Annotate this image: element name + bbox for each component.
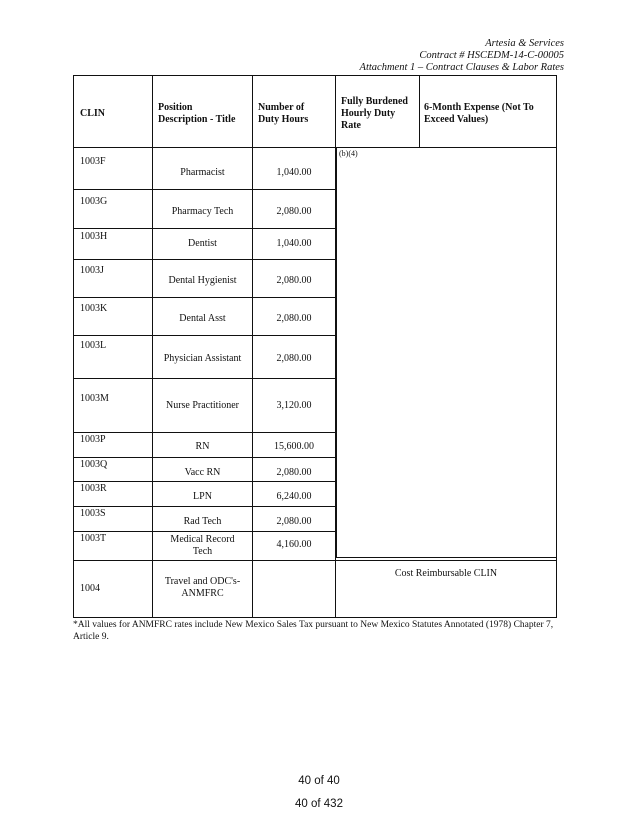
col-divider <box>252 76 253 617</box>
row-divider <box>74 432 336 433</box>
row-clin: 1003J <box>80 265 104 276</box>
row-title: Rad Tech <box>183 516 222 527</box>
row-hours: 2,080.00 <box>276 275 312 286</box>
row-divider <box>74 259 336 260</box>
row-title: Dental Asst <box>179 313 226 324</box>
footnote-line-2: Article 9. <box>73 632 109 642</box>
row-hours: 15,600.00 <box>274 441 314 452</box>
footnote <box>73 619 565 643</box>
header-line-company: Artesia & Services <box>485 38 564 49</box>
row-clin: 1003S <box>80 508 106 519</box>
row-clin: 1003F <box>80 156 106 167</box>
row-divider <box>74 297 336 298</box>
row-hours: 2,080.00 <box>276 516 312 527</box>
row-title: LPN <box>193 491 212 502</box>
row-title: Dentist <box>188 238 217 249</box>
row-clin: 1003K <box>80 303 108 314</box>
row-clin: 1003P <box>80 434 106 445</box>
row-divider <box>74 506 336 507</box>
row-hours: 2,080.00 <box>276 313 312 324</box>
row-hours: 3,120.00 <box>276 400 312 411</box>
row-divider <box>74 560 556 561</box>
row-clin: 1003H <box>80 231 108 242</box>
header-clin: CLIN <box>80 108 106 119</box>
row-hours: 2,080.00 <box>276 353 312 364</box>
document-page-number: 40 of 40 <box>298 775 340 787</box>
row-divider <box>74 189 336 190</box>
row-hours: 1,040.00 <box>276 167 312 178</box>
header-duty-hours: Number of Duty Hours <box>258 102 309 125</box>
row-clin: 1003Q <box>80 459 108 470</box>
row-title: Vacc RN <box>184 467 221 478</box>
redaction-label: (b)(4) <box>339 149 358 158</box>
row-title: Pharmacist <box>180 167 225 178</box>
header-hourly-rate: Fully Burdened Hourly Duty Rate <box>341 96 408 131</box>
row-clin: 1003M <box>80 393 109 404</box>
cost-reimbursable-note: Cost Reimbursable CLIN <box>394 568 498 579</box>
header-6-month-expense: 6-Month Expense (Not To Exceed Values) <box>424 102 534 125</box>
row-title: Physician Assistant <box>163 353 242 364</box>
row-divider <box>74 457 336 458</box>
col-divider <box>419 76 420 147</box>
row-divider <box>74 481 336 482</box>
row-hours: 4,160.00 <box>276 539 312 550</box>
row-title: Dental Hygienist <box>168 275 237 286</box>
row-hours: 1,040.00 <box>276 238 312 249</box>
row-hours: 2,080.00 <box>276 206 312 217</box>
document-header <box>360 38 564 74</box>
row-divider <box>74 378 336 379</box>
file-page-number: 40 of 432 <box>295 798 343 810</box>
row-title: Travel and ODC's- ANMFRC <box>164 576 241 599</box>
row-divider <box>74 335 336 336</box>
footnote-line-1: *All values for ANMFRC rates include New Mexico Sales Tax pursuant to New Mexico Statutes Annotated (1978) Chapter 7, <box>73 620 554 630</box>
row-title: Pharmacy Tech <box>171 206 234 217</box>
row-clin: 1003R <box>80 483 107 494</box>
redaction-box <box>336 147 557 558</box>
row-divider <box>74 531 336 532</box>
row-divider <box>74 228 336 229</box>
row-hours: 6,240.00 <box>276 491 312 502</box>
header-line-attachment: Attachment 1 – Contract Clauses & Labor Rates <box>359 62 564 73</box>
row-title: Medical Record Tech <box>170 534 235 557</box>
header-position: Position Description - Title <box>158 102 236 125</box>
row-clin: 1003G <box>80 196 108 207</box>
row-title: Nurse Practitioner <box>165 400 240 411</box>
row-clin: 1004 <box>80 583 100 594</box>
row-hours: 2,080.00 <box>276 467 312 478</box>
row-title: RN <box>195 441 210 452</box>
row-clin: 1003T <box>80 533 107 544</box>
row-clin: 1003L <box>80 340 107 351</box>
header-line-contract: Contract # HSCEDM-14-C-00005 <box>419 50 564 61</box>
